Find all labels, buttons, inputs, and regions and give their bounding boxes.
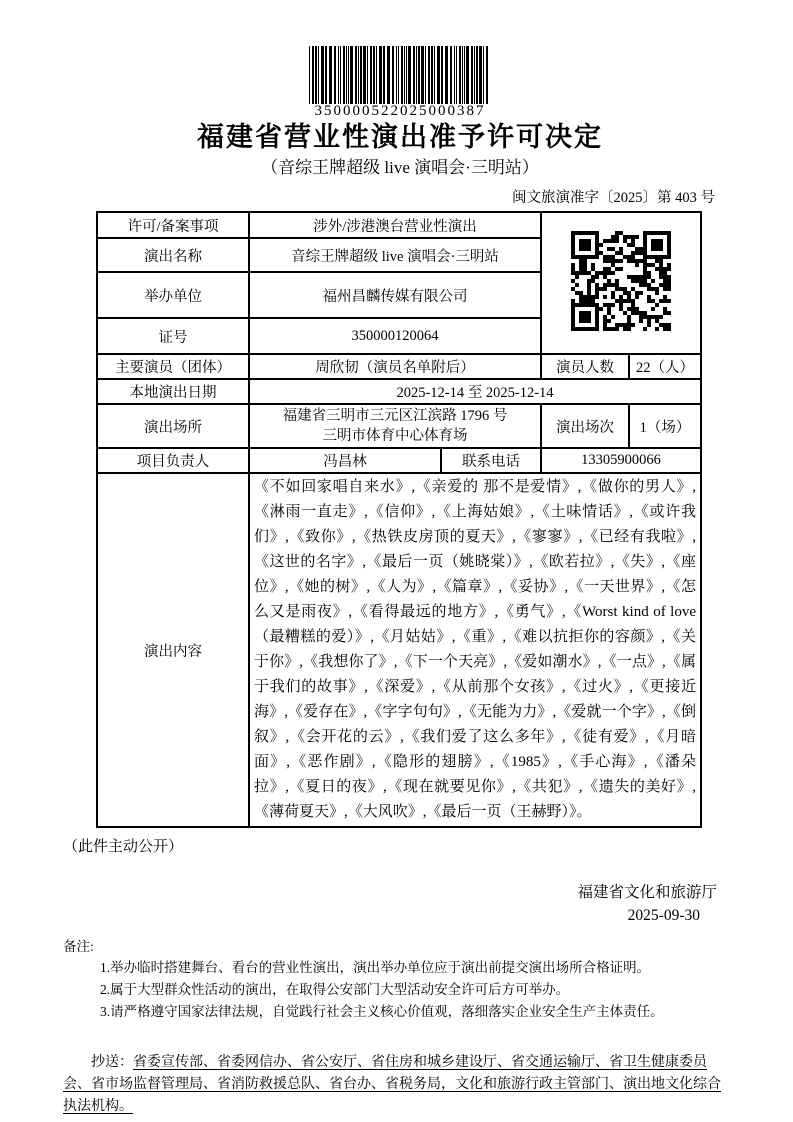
qr-code-icon bbox=[571, 231, 671, 331]
performance-name-value: 音综王牌超级 live 演唱会·三明站 bbox=[249, 238, 541, 272]
show-count-label: 演出场次 bbox=[541, 404, 629, 448]
table-row bbox=[97, 404, 701, 448]
content-label: 演出内容 bbox=[97, 473, 249, 827]
document-number: 闽文旅演准字〔2025〕第 403 号 bbox=[512, 190, 715, 206]
certificate-no-label: 证号 bbox=[97, 318, 249, 354]
disclosure-note: （此件主动公开） bbox=[63, 839, 184, 855]
permit-table bbox=[96, 211, 702, 828]
permit-item-value: 涉外/涉港澳台营业性演出 bbox=[249, 212, 541, 238]
organizer-value: 福州昌麟传媒有限公司 bbox=[249, 272, 541, 318]
issuing-authority: 福建省文化和旅游厅 bbox=[577, 884, 717, 901]
project-manager-value: 冯昌林 bbox=[249, 448, 441, 473]
table-row bbox=[97, 448, 701, 473]
organizer-label: 举办单位 bbox=[97, 272, 249, 318]
note-item-1: 1.举办临时搭建舞台、看台的营业性演出，演出举办单位应于演出前提交演出场所合格证明。 bbox=[100, 960, 651, 975]
barcode-number: 350000522025000387 bbox=[314, 103, 486, 119]
barcode-block bbox=[63, 46, 737, 119]
performance-name-label: 演出名称 bbox=[97, 238, 249, 272]
notes-block bbox=[63, 937, 737, 1023]
issue-date: 2025-09-30 bbox=[627, 907, 700, 924]
note-item-2: 2.属于大型群众性活动的演出，在取得公安部门大型活动安全许可后方可举办。 bbox=[100, 982, 570, 997]
cc-label: 抄送： bbox=[91, 1055, 133, 1070]
cc-block bbox=[63, 1052, 737, 1118]
table-row bbox=[97, 212, 701, 238]
performer-count-label: 演员人数 bbox=[541, 354, 629, 379]
venue-value-line2: 三明市体育中心体育场 bbox=[322, 428, 468, 444]
main-performers-label: 主要演员（团体） bbox=[97, 354, 249, 379]
contact-phone-label: 联系电话 bbox=[441, 448, 541, 473]
permit-item-label: 许可/备案事项 bbox=[97, 212, 249, 238]
note-item-3: 3.请严格遵守国家法律法规，自觉践行社会主义核心价值观，落细落实企业安全生产主体责任。 bbox=[100, 1004, 664, 1019]
qr-cell bbox=[541, 212, 701, 354]
table-row bbox=[97, 379, 701, 404]
contact-phone-value: 13305900066 bbox=[541, 448, 701, 473]
content-value bbox=[249, 473, 701, 827]
cc-recipients: 省委宣传部、省委网信办、省公安厅、省住房和城乡建设厅、省交通运输厅、省卫生健康委员会、省市场监督管理局、省消防救援总队、省台办、省税务局，文化和旅游行政主管部门、演出地文化综合执法机构。 bbox=[63, 1055, 721, 1114]
notes-label: 备注: bbox=[63, 939, 94, 954]
page-title: 福建省营业性演出准予许可决定 bbox=[197, 122, 603, 152]
table-row bbox=[97, 473, 701, 827]
barcode-icon bbox=[309, 46, 491, 104]
table-row bbox=[97, 354, 701, 379]
local-dates-value: 2025-12-14 至 2025-12-14 bbox=[249, 379, 701, 404]
venue-value bbox=[249, 404, 541, 448]
local-dates-label: 本地演出日期 bbox=[97, 379, 249, 404]
content-song-list: 《不如回家唱自来水》,《亲爱的 那不是爱情》,《做你的男人》,《淋雨一直走》,《信仰》,《上海姑娘》,《土味情话》,《或许我们》,《致你》,《热铁皮房顶的夏天》,《寥寥》,《已经有我啦》,《这世的名字》,《最后一页（姚晓棠）》,《欧若拉》,《失》,《座位》,《她的树》,《人为》,《篇章》,《妥协》,《一天世界》,《怎么又是雨夜》,《看得最远的地方》,《勇气》,《Worst kind of love（最糟糕的爱）》,《月姑姑》,《重》,《难以抗拒你的容颜》,《关于你》,《我想你了》,《下一个天亮》,《爱如潮水》,《一点》,《属于我们的故事》,《深爱》,《从前那个女孩》,《过火》,《更接近海》,《爱存在》,《字字句句》,《无能为力》,《爱就一个字》,《倒叙》,《会开花的云》,《我们爱了这么多年》,《徒有爱》,《月暗面》,《恶作剧》,《隐形的翅膀》,《1985》,《手心海》,《潘朵拉》,《夏日的夜》,《现在就要见你》,《共犯》,《遗失的美好》,《薄荷夏天》,《大风吹》,《最后一页（王赫野）》。 bbox=[254, 479, 696, 820]
page-subtitle: （音综王牌超级 live 演唱会·三明站） bbox=[261, 158, 539, 177]
show-count-value: 1（场） bbox=[629, 404, 701, 448]
venue-label: 演出场所 bbox=[97, 404, 249, 448]
certificate-no-value: 350000120064 bbox=[249, 318, 541, 354]
project-manager-label: 项目负责人 bbox=[97, 448, 249, 473]
venue-value-line1: 福建省三明市三元区江滨路 1796 号 bbox=[282, 408, 508, 424]
performer-count-value: 22（人） bbox=[629, 354, 701, 379]
main-performers-value: 周欣韧（演员名单附后） bbox=[249, 354, 541, 379]
